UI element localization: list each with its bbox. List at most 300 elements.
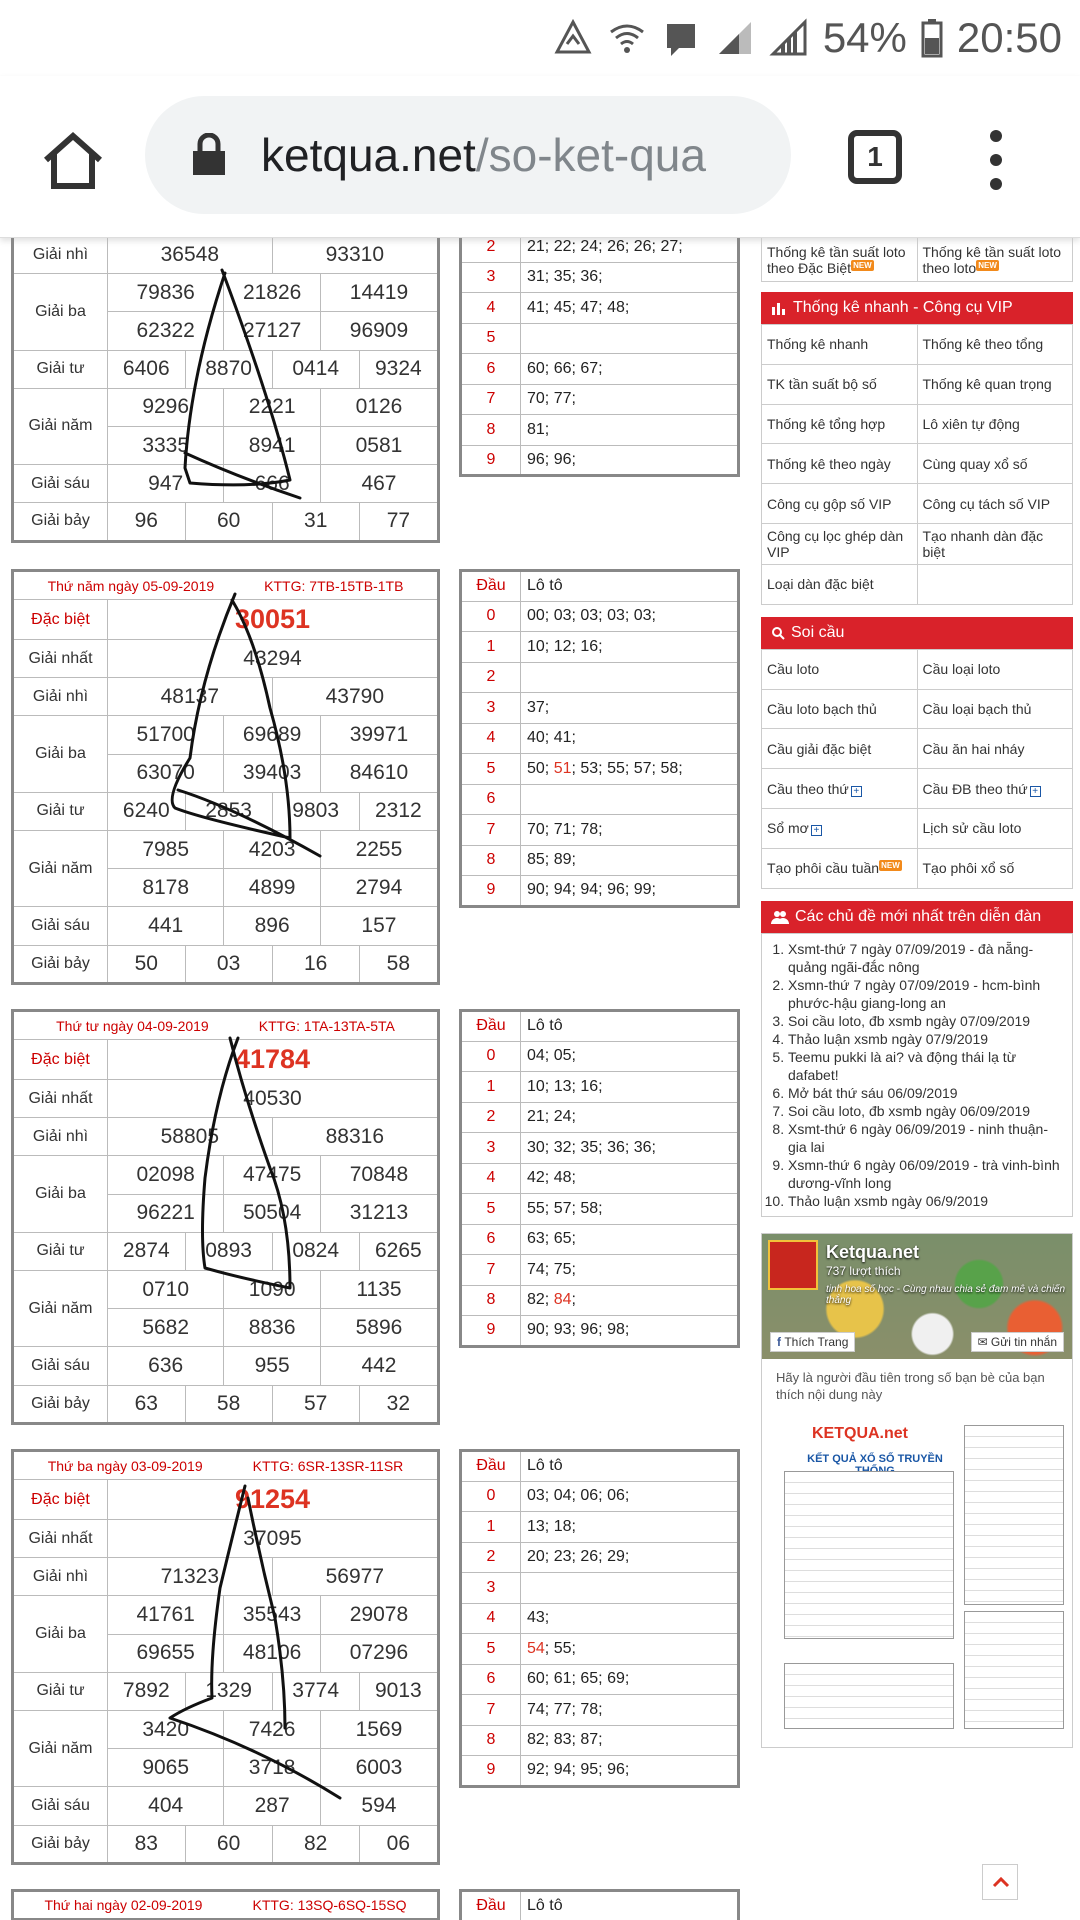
loto-row (461, 1634, 739, 1665)
soi-cau-title: Soi cầu (791, 623, 845, 641)
sidebar (761, 238, 1073, 1748)
loto-text: 50; (527, 759, 554, 777)
loto-head-digit: 0 (461, 601, 521, 632)
sidebar-link[interactable] (917, 404, 1073, 444)
loto-values (521, 1481, 739, 1512)
loto-row (461, 662, 739, 693)
loto-values (521, 1695, 739, 1726)
loto-table (459, 1009, 740, 1348)
prize-number: 8941 (224, 426, 321, 464)
loto-table-next (459, 1889, 740, 1920)
prize-number: 2255 (320, 830, 438, 868)
soi-cau-header (761, 617, 1073, 649)
forum-title: Các chủ đề mới nhất trên diễn đàn (795, 907, 1042, 925)
loto-text: 03; 04; 06; 06; (527, 1487, 630, 1505)
more-options-icon[interactable] (986, 130, 1006, 190)
loto-row (461, 1285, 739, 1316)
prize-number: 58805 (108, 1118, 273, 1156)
result-table (11, 238, 440, 543)
sidebar-link[interactable] (762, 484, 918, 524)
sidebar-link[interactable] (917, 325, 1073, 365)
loto-text: ; 55; (544, 1639, 576, 1657)
loto-head-dau: Đầu (461, 1011, 521, 1042)
prize-number: 79836 (108, 274, 224, 312)
sidebar-link-label: Lịch sử cầu loto (922, 820, 1022, 837)
ketqua-logo (768, 1240, 818, 1290)
prize-number: 6406 (108, 350, 186, 388)
loto-row (461, 1102, 739, 1133)
prize-number: 0126 (320, 388, 438, 426)
sidebar-link-label: Tạo phôi cầu tuần (767, 860, 880, 877)
sidebar-link[interactable] (762, 729, 918, 769)
loto-head-digit: 3 (461, 1133, 521, 1164)
sidebar-link[interactable] (762, 564, 918, 604)
loto-row (461, 1224, 739, 1255)
forum-topic-list (761, 933, 1073, 1217)
signal-icon-2 (769, 18, 809, 58)
url-path: /so-ket-qua (475, 129, 706, 181)
loto-text: 43; (527, 1609, 550, 1627)
facebook-icon: f (777, 1334, 785, 1349)
sidebar-link[interactable] (762, 649, 918, 689)
prize-number: 77 (359, 503, 438, 541)
loto-values (521, 1316, 739, 1347)
sidebar-link[interactable] (917, 689, 1073, 729)
loto-values (521, 1255, 739, 1286)
new-badge: NEW (881, 861, 900, 871)
prize-number: 63 (108, 1385, 186, 1423)
kttg-code: KTTG: 1TA-13TA-5TA (258, 1017, 395, 1034)
sidebar-link[interactable] (762, 444, 918, 484)
loto-row (461, 1481, 739, 1512)
scroll-to-top-button[interactable] (982, 1864, 1018, 1900)
loto-head-digit: 3 (461, 693, 521, 724)
prize-number: 39403 (224, 754, 321, 792)
forum-topic-link[interactable]: 9. Xsmn-thứ 6 ngày 06/09/2019 - trà vinh-bình dương-vĩnh long (788, 1156, 1066, 1192)
loto-head-digit: 6 (461, 1664, 521, 1695)
loto-special-hit: 51 (553, 759, 572, 777)
sidebar-link[interactable] (762, 848, 918, 888)
prize-label: Giải bảy (13, 1385, 108, 1423)
prize-number: 36548 (108, 238, 273, 274)
prize-number: 62322 (108, 312, 224, 350)
prize-number: 50504 (224, 1194, 321, 1232)
prize-number: 947 (108, 465, 224, 503)
prize-label: Đặc biệt (13, 1480, 108, 1520)
loto-head-digit: 3 (461, 262, 521, 293)
home-icon[interactable] (40, 128, 106, 194)
prize-number: 8870 (185, 350, 272, 388)
thumb-loto-2 (964, 1611, 1064, 1729)
loto-text: 41; 45; 47; 48; (527, 298, 630, 316)
expand-icon[interactable]: + (1030, 786, 1041, 797)
loto-text: 70; 71; 78; (527, 820, 603, 838)
prize-label: Giải tư (13, 1232, 108, 1270)
sidebar-link[interactable] (917, 769, 1073, 809)
facebook-widget (761, 1233, 1073, 1748)
loto-head-digit: 5 (461, 323, 521, 354)
loto-text: 85; 89; (527, 851, 576, 869)
loto-row (461, 754, 739, 785)
loto-head-digit: 9 (461, 876, 521, 907)
prize-number: 0893 (185, 1232, 272, 1270)
search-icon (771, 626, 785, 640)
sidebar-link[interactable] (917, 484, 1073, 524)
sidebar-link[interactable] (762, 769, 918, 809)
loto-special-hit: 84 (553, 1291, 572, 1309)
prize-number: 157 (320, 907, 438, 945)
prize-number: 83 (108, 1825, 186, 1863)
prize-number: 35543 (224, 1596, 321, 1634)
prize-label: Giải năm (13, 1270, 108, 1346)
loto-values (521, 238, 739, 262)
expand-icon[interactable]: + (851, 786, 862, 797)
prize-number: 03 (185, 945, 272, 983)
loto-text: 90; 94; 94; 96; 99; (527, 881, 656, 899)
loto-row (461, 1163, 739, 1194)
loto-values (521, 1756, 739, 1787)
loto-text: 81; (527, 420, 550, 438)
prize-number: 07296 (320, 1634, 438, 1672)
prize-number: 9296 (108, 388, 224, 426)
result-header (13, 1011, 439, 1040)
prize-number: 58 (359, 945, 438, 983)
sidebar-link-label: Tạo nhanh dàn đặc biệt (922, 527, 1044, 560)
prize-number: 06 (359, 1825, 438, 1863)
prize-number: 442 (320, 1347, 438, 1385)
sidebar-link[interactable]: Thống kê tần suất loto theo Đặc Biệt NEW (762, 238, 918, 282)
loto-row (461, 354, 739, 385)
loto-text: 20; 23; 26; 29; (527, 1548, 630, 1566)
loto-values (521, 1133, 739, 1164)
thumb-loto (964, 1425, 1064, 1605)
loto-head-digit: 7 (461, 1695, 521, 1726)
loto-values (521, 323, 739, 354)
loto-text: 63; 65; (527, 1230, 576, 1248)
prize-number: 955 (224, 1347, 321, 1385)
facebook-cover (762, 1234, 1072, 1359)
result-table (11, 1009, 440, 1425)
special-prize: 41784 (108, 1040, 439, 1080)
loto-head-digit: 4 (461, 723, 521, 754)
prize-number: 16 (272, 945, 359, 983)
loto-text: 92; 94; 95; 96; (527, 1761, 630, 1779)
loto-row (461, 1603, 739, 1634)
loto-head-digit: 1 (461, 1072, 521, 1103)
prize-number: 666 (224, 465, 321, 503)
loto-row (461, 1194, 739, 1225)
loto-text: 04; 05; (527, 1047, 576, 1065)
loto-text: 31; 35; 36; (527, 268, 603, 286)
sidebar-link[interactable] (762, 364, 918, 404)
loto-values (521, 845, 739, 876)
prize-label: Giải năm (13, 830, 108, 906)
expand-icon[interactable]: + (811, 825, 822, 836)
loto-head-digit: 6 (461, 354, 521, 385)
prize-number: 69655 (108, 1634, 224, 1672)
loto-head-loto: Lô tô (521, 571, 739, 602)
loto-values (521, 1285, 739, 1316)
sidebar-link-label: Công cụ tách số VIP (922, 495, 1051, 512)
address-bar[interactable] (145, 96, 791, 214)
loto-head-digit: 7 (461, 1255, 521, 1286)
thumb-loto-grid (784, 1663, 954, 1729)
prize-number: 96909 (320, 312, 438, 350)
loto-text: 55; 57; 58; (527, 1199, 603, 1217)
loto-values (521, 262, 739, 293)
signal-icon (715, 18, 755, 58)
sidebar-link-label: Cầu loto bạch thủ (767, 700, 877, 717)
sidebar-link[interactable] (917, 649, 1073, 689)
prize-label: Giải nhất (13, 640, 108, 678)
prize-number: 7892 (108, 1672, 186, 1710)
loto-values (521, 632, 739, 663)
forum-header (761, 901, 1073, 933)
page-content (0, 238, 1080, 1920)
data-saver-icon (553, 18, 593, 58)
sidebar-link-label: Cầu giải đặc biệt (767, 740, 872, 757)
prize-number: 21826 (224, 274, 321, 312)
loto-table (459, 238, 740, 477)
prize-number: 404 (108, 1787, 224, 1825)
draw-date: Thứ ba ngày 03-09-2019 (47, 1457, 203, 1474)
loto-row (461, 1316, 739, 1347)
loto-values (521, 1512, 739, 1543)
prize-number: 84610 (320, 754, 438, 792)
kttg-code: KTTG: 6SR-13SR-11SR (252, 1457, 404, 1474)
prize-label: Giải sáu (13, 1787, 108, 1825)
loto-text: 10; 12; 16; (527, 637, 603, 655)
sidebar-link[interactable] (917, 444, 1073, 484)
loto-head-digit: 5 (461, 1194, 521, 1225)
prize-number: 40530 (108, 1080, 439, 1118)
sidebar-link-label: TK tần suất bộ số (767, 376, 877, 393)
forum-topic-link[interactable]: 6. Mở bát thứ sáu 06/09/2019 (788, 1084, 1066, 1102)
loto-head-digit: 6 (461, 784, 521, 815)
loto-row (461, 693, 739, 724)
loto-values (521, 1102, 739, 1133)
loto-text: 70; 77; (527, 390, 576, 408)
loto-row (461, 784, 739, 815)
fb-message-button[interactable] (971, 1332, 1064, 1352)
sidebar-link-label: Công cụ lọc ghép dàn VIP (767, 527, 904, 560)
sidebar-link (917, 564, 1073, 604)
sidebar-link[interactable] (762, 808, 918, 848)
result-table (11, 569, 440, 985)
prize-number: 594 (320, 1787, 438, 1825)
battery-percent: 54% (822, 14, 907, 61)
prize-number: 3335 (108, 426, 224, 464)
prize-number: 82 (272, 1825, 359, 1863)
loto-row (461, 632, 739, 663)
loto-text: 21; 24; (527, 1108, 576, 1126)
prize-number: 63070 (108, 754, 224, 792)
prize-number: 96 (108, 503, 186, 541)
loto-values (521, 876, 739, 907)
chart-icon (771, 301, 787, 315)
loto-text: ; (571, 1291, 576, 1309)
prize-number: 48106 (224, 1634, 321, 1672)
prize-number: 2794 (320, 869, 438, 907)
loto-head-digit: 4 (461, 293, 521, 324)
loto-head-digit: 2 (461, 662, 521, 693)
loto-row (461, 415, 739, 446)
new-badge: NEW (978, 260, 997, 270)
prize-number: 6265 (359, 1232, 438, 1270)
prize-number: 1569 (320, 1710, 438, 1748)
soi-cau-grid (761, 649, 1073, 889)
prize-label: Giải năm (13, 388, 108, 464)
prize-label: Giải ba (13, 1596, 108, 1672)
loto-text: 82; (527, 1291, 554, 1309)
kttg-code: KTTG: 7TB-15TB-1TB (264, 577, 404, 594)
loto-values (521, 601, 739, 632)
loto-head-loto: Lô tô (521, 1011, 739, 1042)
prize-label: Đặc biệt (13, 600, 108, 640)
sidebar-link-label: Lô xiên tự động (922, 415, 1020, 432)
loto-head-digit: 9 (461, 1316, 521, 1347)
thumb-title: KẾT QUẢ XỔ SỐ TRUYỀN (807, 1452, 943, 1465)
sidebar-link-label: Cầu loto (767, 661, 820, 678)
loto-row (461, 1664, 739, 1695)
prize-number: 8836 (224, 1309, 321, 1347)
prize-number: 2853 (185, 792, 272, 830)
fb-like-label: Thích Trang (784, 1334, 849, 1349)
loto-text: 00; 03; 03; 03; 03; (527, 607, 656, 625)
prize-number: 51700 (108, 716, 224, 754)
loto-values (521, 1603, 739, 1634)
sidebar-link-label: Công cụ gộp số VIP (767, 495, 892, 512)
loto-head-digit: 8 (461, 845, 521, 876)
loto-head-loto: Lô tô (521, 1451, 739, 1482)
sidebar-link-label: Sổ mơ (767, 820, 809, 837)
sidebar-link[interactable] (917, 523, 1073, 564)
loto-values (521, 1224, 739, 1255)
prize-number: 58 (185, 1385, 272, 1423)
loto-row (461, 1072, 739, 1103)
prize-number: 31213 (320, 1194, 438, 1232)
result-header (13, 1891, 439, 1920)
new-badge: NEW (853, 260, 872, 270)
prize-number: 50 (108, 945, 186, 983)
sidebar-link[interactable] (762, 523, 918, 564)
prize-label: Giải bảy (13, 945, 108, 983)
prize-number: 636 (108, 1347, 224, 1385)
loto-head-digit: 5 (461, 1634, 521, 1665)
forum-topic-link[interactable]: 7. Soi cầu loto, đb xsmb ngày 06/09/2019 (788, 1102, 1066, 1120)
loto-head-digit: 9 (461, 1756, 521, 1787)
prize-number: 3718 (224, 1749, 321, 1787)
sidebar-link[interactable] (762, 689, 918, 729)
loto-row (461, 1725, 739, 1756)
sidebar-link[interactable] (762, 404, 918, 444)
sidebar-link[interactable] (762, 325, 918, 365)
forum-topic-link[interactable]: 3. Soi cầu loto, đb xsmb ngày 07/09/2019 (788, 1012, 1066, 1030)
prize-label: Giải tư (13, 792, 108, 830)
loto-values (521, 754, 739, 785)
prize-number: 5682 (108, 1309, 224, 1347)
sidebar-link-label: Cầu ăn hai nháy (922, 740, 1025, 757)
prize-number: 43790 (272, 678, 438, 716)
prize-number: 43294 (108, 640, 439, 678)
prize-number: 96221 (108, 1194, 224, 1232)
sidebar-link[interactable]: Thống kê tần suất loto theo loto NEW (917, 238, 1073, 282)
url-host: ketqua.net (261, 129, 476, 181)
loto-row (461, 601, 739, 632)
result-thumbnail[interactable] (770, 1425, 1064, 1735)
sidebar-link[interactable] (917, 808, 1073, 848)
forum-topic-link[interactable]: 5. Teemu pukki là ai? và động thái lạ từ dafabet! (788, 1048, 1066, 1084)
prize-number: 8178 (108, 869, 224, 907)
loto-values (521, 1163, 739, 1194)
loto-head-digit: 1 (461, 1512, 521, 1543)
prize-number: 56977 (272, 1558, 438, 1596)
wifi-icon (607, 18, 647, 58)
kttg-code: KTTG: 13SQ-6SQ-15SQ (252, 1897, 407, 1913)
loto-text: 96; 96; (527, 450, 576, 468)
loto-values (521, 784, 739, 815)
prize-number: 41761 (108, 1596, 224, 1634)
result-header (13, 1451, 439, 1480)
prize-number: 9324 (359, 350, 438, 388)
chevron-up-icon (983, 1865, 1019, 1901)
prize-number: 27127 (224, 312, 321, 350)
loto-head-dau: Đầu (461, 571, 521, 602)
sidebar-link[interactable] (917, 364, 1073, 404)
tab-switcher-button[interactable]: 1 (848, 130, 902, 184)
loto-special-hit: 54 (527, 1639, 545, 1657)
prize-label: Giải sáu (13, 907, 108, 945)
prize-number: 39971 (320, 716, 438, 754)
loto-row (461, 1695, 739, 1726)
prize-number: 48137 (108, 678, 273, 716)
forum-topic-link[interactable]: 4. Thảo luận xsmb ngày 07/9/2019 (788, 1030, 1066, 1048)
sidebar-link-label: Loại dàn đặc biệt (767, 576, 874, 593)
loto-row (461, 262, 739, 293)
forum-topic-link[interactable]: 8. Xsmt-thứ 6 ngày 06/09/2019 - ninh thuận-gia lai (788, 1120, 1066, 1156)
loto-text: 90; 93; 96; 98; (527, 1321, 630, 1339)
result-header (13, 571, 439, 600)
loto-text: ; 53; 55; 57; 58; (571, 759, 683, 777)
loto-row (461, 1756, 739, 1787)
sidebar-link-label: Cầu ĐB theo thứ (922, 780, 1028, 797)
fb-page-name[interactable]: Ketqua.net (826, 1241, 920, 1262)
sidebar-link[interactable] (917, 848, 1073, 888)
sidebar-link[interactable] (917, 729, 1073, 769)
prize-number: 4899 (224, 869, 321, 907)
forum-topic-link[interactable]: 2. Xsmn-thứ 7 ngày 07/09/2019 - hcm-bình phước-hậu giang-long an (788, 976, 1066, 1012)
forum-topic-link[interactable]: 1. Xsmt-thứ 7 ngày 07/09/2019 - đà nẵng-quảng ngãi-đắc nông (788, 940, 1066, 976)
prize-number: 60 (185, 503, 272, 541)
prize-number: 896 (224, 907, 321, 945)
fb-message-label: Gửi tin nhắn (990, 1334, 1057, 1349)
prize-label: Giải bảy (13, 1825, 108, 1863)
fb-like-button[interactable] (770, 1332, 855, 1352)
forum-topic-link[interactable]: 10. Thảo luận xsmb ngày 06/9/2019 (788, 1192, 1066, 1210)
prize-number: 2312 (359, 792, 438, 830)
message-icon: ✉ (977, 1334, 991, 1349)
prize-label: Giải ba (13, 1156, 108, 1232)
loto-row (461, 1542, 739, 1573)
prize-number: 32 (359, 1385, 438, 1423)
prize-number: 71323 (108, 1558, 273, 1596)
prize-number: 2221 (224, 388, 321, 426)
prize-number: 7426 (224, 1710, 321, 1748)
prize-label: Giải tư (13, 1672, 108, 1710)
loto-values (521, 1573, 739, 1604)
loto-row (461, 238, 739, 262)
loto-head-digit: 9 (461, 445, 521, 476)
